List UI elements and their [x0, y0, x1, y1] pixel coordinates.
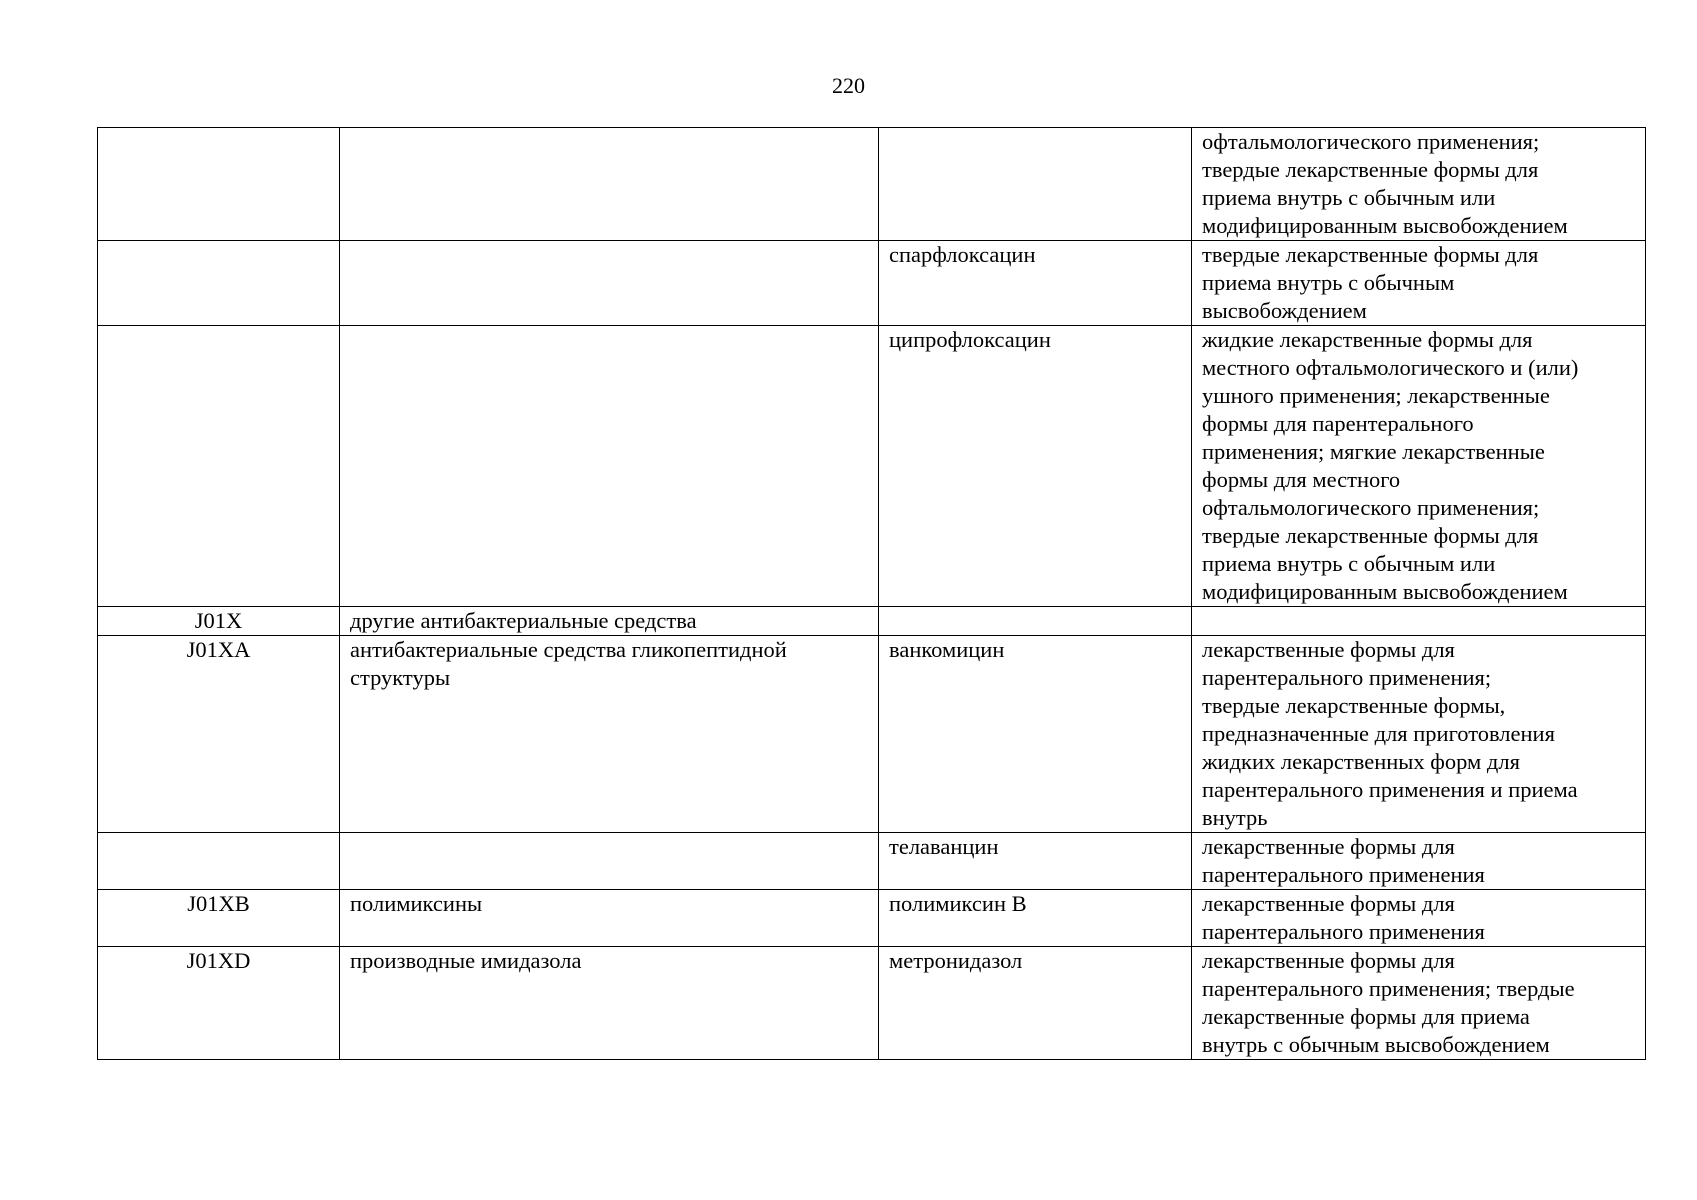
- table-row: [98, 636, 1646, 833]
- atc-code-cell: J01XB: [98, 890, 340, 947]
- drug-name-cell: ципрофлоксацин: [879, 326, 1192, 607]
- drug-name-cell: спарфлоксацин: [879, 241, 1192, 326]
- group-name-cell: [340, 326, 879, 607]
- drug-name-cell: полимиксин B: [879, 890, 1192, 947]
- atc-code-cell: [98, 241, 340, 326]
- drug-name-cell: [879, 128, 1192, 241]
- group-name-cell: полимиксины: [340, 890, 879, 947]
- group-name-cell: [340, 128, 879, 241]
- drug-name-cell: телаванцин: [879, 833, 1192, 890]
- atc-code-cell: [98, 833, 340, 890]
- table-row: [98, 241, 1646, 326]
- dosage-forms-cell: лекарственные формы для парентерального применения; твердые лекарственные формы, предназначенные для приготовления жидких лекарственных форм для парентерального применения и приема внутрь: [1192, 636, 1646, 833]
- dosage-forms-cell: жидкие лекарственные формы для местного офтальмологического и (или) ушного применения; лекарственные формы для парентерального применения; мягкие лекарственные формы для местного офтальмологического применения; твердые лекарственные формы для приема внутрь с обычным или модифицированным высвобождением: [1192, 326, 1646, 607]
- group-name-cell: антибактериальные средства гликопептидной структуры: [340, 636, 879, 833]
- table-row: [98, 947, 1646, 1060]
- atc-code-cell: [98, 326, 340, 607]
- group-name-cell: [340, 241, 879, 326]
- dosage-forms-cell: лекарственные формы для парентерального применения; твердые лекарственные формы для приема внутрь с обычным высвобождением: [1192, 947, 1646, 1060]
- atc-code-cell: [98, 128, 340, 241]
- atc-code-cell: J01XD: [98, 947, 340, 1060]
- group-name-cell: другие антибактериальные средства: [340, 607, 879, 636]
- dosage-forms-cell: [1192, 607, 1646, 636]
- atc-code-cell: J01X: [98, 607, 340, 636]
- drug-name-cell: ванкомицин: [879, 636, 1192, 833]
- table-row: [98, 128, 1646, 241]
- page-number: 220: [832, 73, 865, 98]
- drug-name-cell: метронидазол: [879, 947, 1192, 1060]
- table-row: [98, 326, 1646, 607]
- group-name-cell: производные имидазола: [340, 947, 879, 1060]
- table-row: [98, 607, 1646, 636]
- group-name-cell: [340, 833, 879, 890]
- drug-table: [97, 127, 1646, 1060]
- table-row: [98, 833, 1646, 890]
- atc-code-cell: J01XA: [98, 636, 340, 833]
- drug-name-cell: [879, 607, 1192, 636]
- dosage-forms-cell: офтальмологического применения; твердые лекарственные формы для приема внутрь с обычным или модифицированным высвобождением: [1192, 128, 1646, 241]
- dosage-forms-cell: твердые лекарственные формы для приема внутрь с обычным высвобождением: [1192, 241, 1646, 326]
- table-row: [98, 890, 1646, 947]
- dosage-forms-cell: лекарственные формы для парентерального применения: [1192, 890, 1646, 947]
- dosage-forms-cell: лекарственные формы для парентерального применения: [1192, 833, 1646, 890]
